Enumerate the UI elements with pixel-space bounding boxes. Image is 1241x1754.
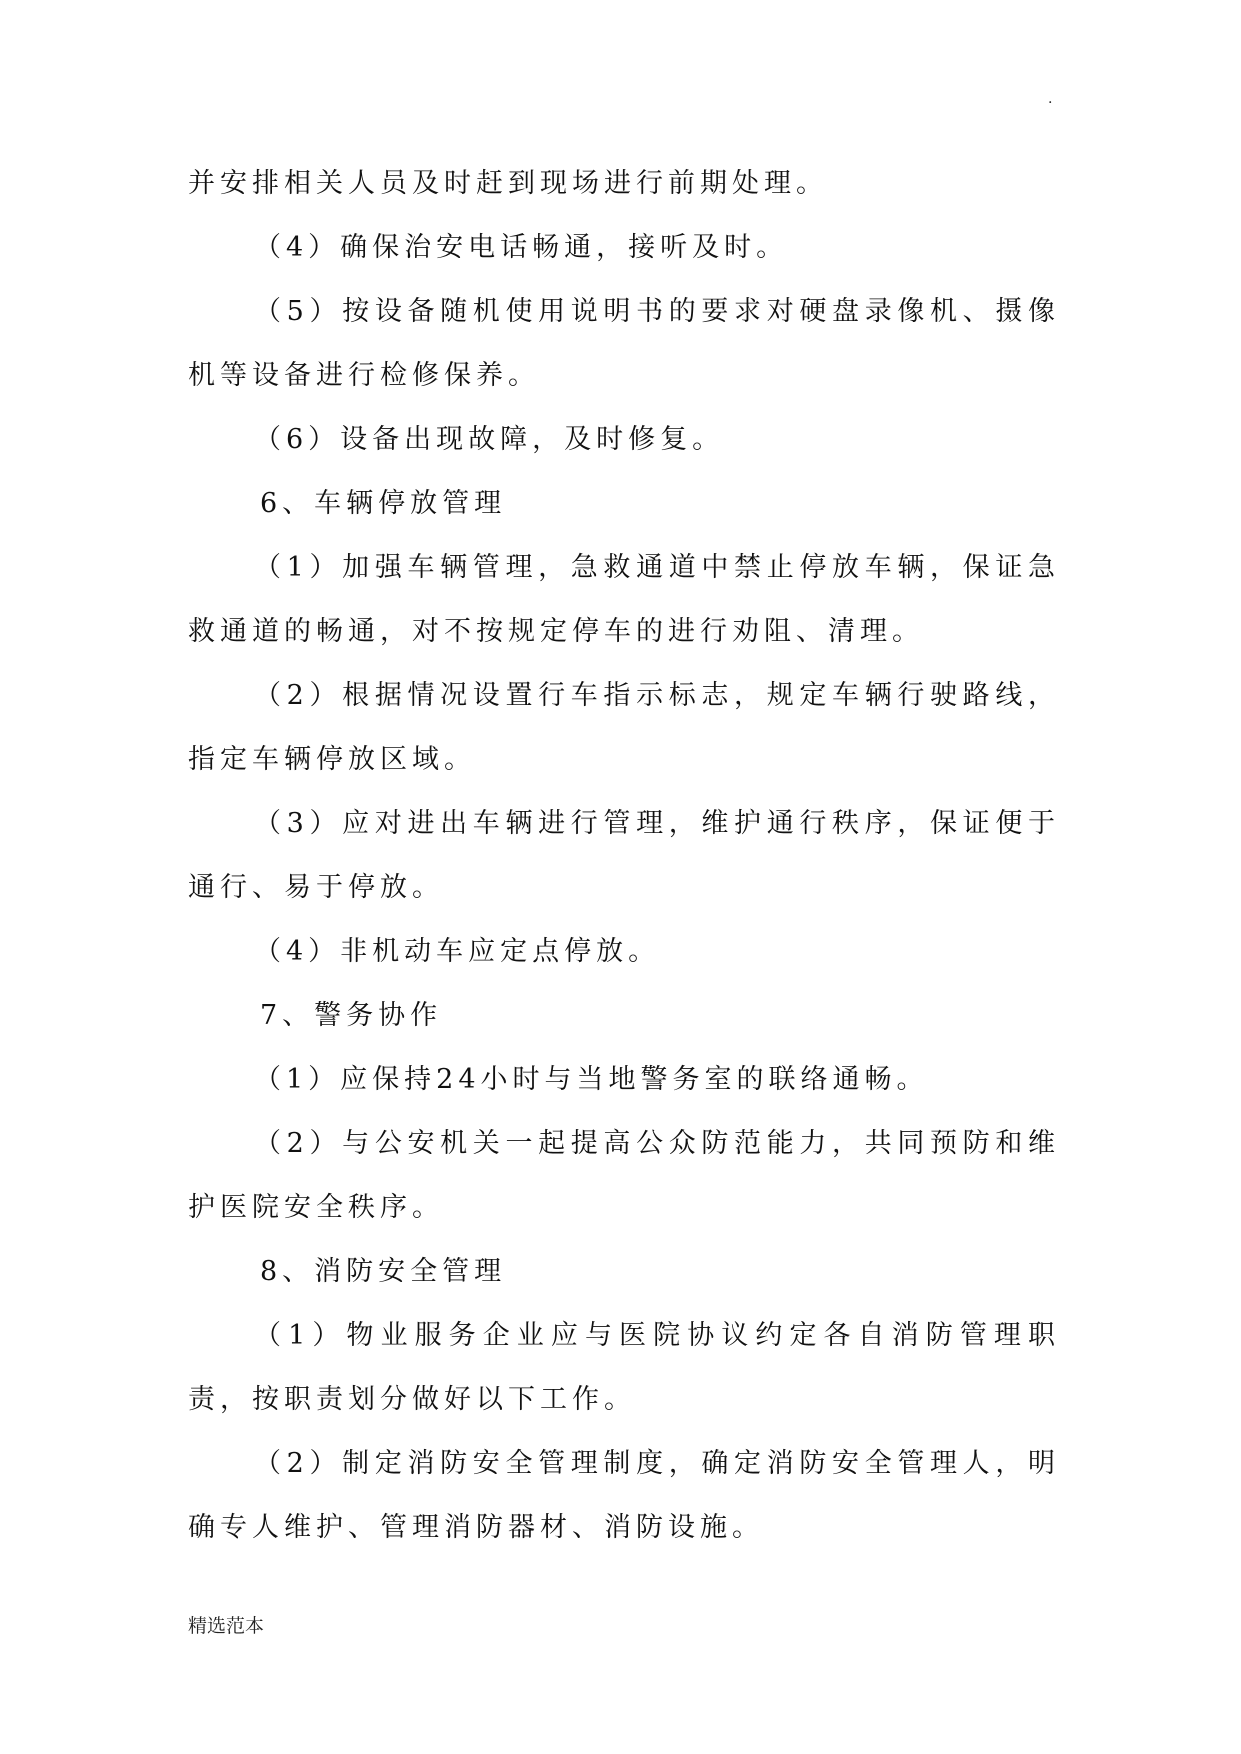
paragraph-continuation: 并安排相关人员及时赶到现场进行前期处理。 [188,168,828,199]
list-item-paragraph: （4）确保治安电话畅通，接听及时。 [254,232,789,263]
section-heading: 7、警务协作 [260,1000,443,1031]
list-item-paragraph: （4）非机动车应定点停放。 [254,936,661,967]
section-heading: 8、消防安全管理 [260,1256,507,1287]
list-item-paragraph: （2）根据情况设置行车指示标志，规定车辆行驶路线，指定车辆停放区域。 [188,680,1060,775]
list-item-paragraph: （1）加强车辆管理，急救通道中禁止停放车辆，保证急救通道的畅通，对不按规定停车的进行劝阻、清理。 [188,552,1060,647]
list-item-paragraph: （1）物业服务企业应与医院协议约定各自消防管理职责，按职责划分做好以下工作。 [188,1320,1060,1415]
list-item-paragraph: （3）应对进出车辆进行管理，维护通行秩序，保证便于通行、易于停放。 [188,808,1060,903]
list-item-paragraph: （5）按设备随机使用说明书的要求对硬盘录像机、摄像机等设备进行检修保养。 [188,296,1060,391]
header-mark: . [1048,91,1053,107]
footer-label: 精选范本 [188,1615,265,1637]
list-item-paragraph: （1）应保持24小时与当地警务室的联络通畅。 [254,1064,929,1095]
document-body [188,152,1060,1560]
section-heading: 6、车辆停放管理 [260,488,507,519]
list-item-paragraph: （6）设备出现故障，及时修复。 [254,424,725,455]
list-item-paragraph: （2）与公安机关一起提高公众防范能力，共同预防和维护医院安全秩序。 [188,1128,1060,1223]
list-item-paragraph: （2）制定消防安全管理制度，确定消防安全管理人，明确专人维护、管理消防器材、消防设施。 [188,1448,1060,1543]
